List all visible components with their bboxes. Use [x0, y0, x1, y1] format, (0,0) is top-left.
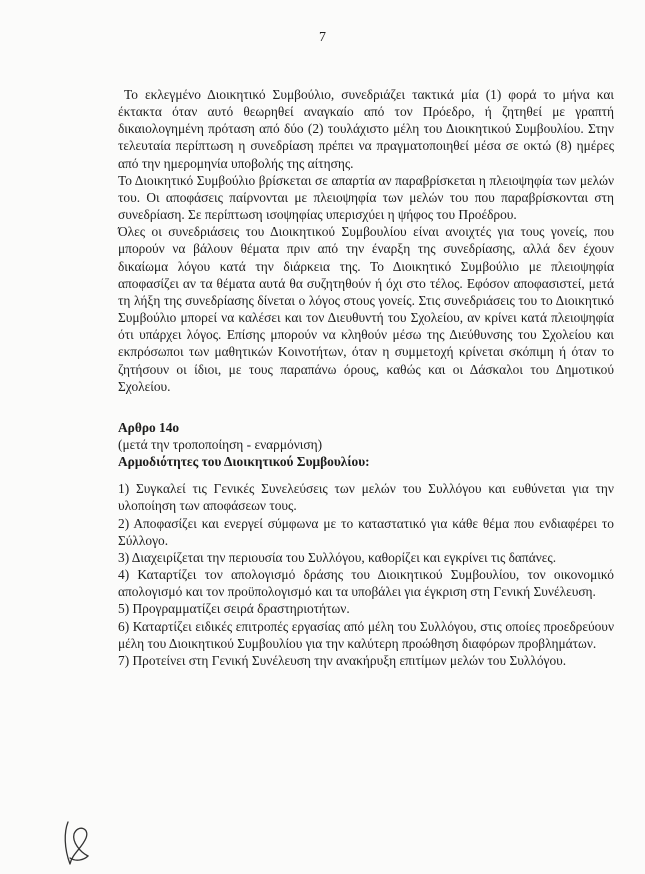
list-item: 3) Διαχειρίζεται την περιουσία του Συλλόγου, καθορίζει και εγκρίνει τις δαπάνες. — [118, 549, 557, 565]
paragraph-quorum: Το Διοικητικό Συμβούλιο βρίσκεται σε απαρτία αν παραβρίσκεται η πλειοψηφία των μελών του. Οι αποφάσεις παίρνονται με πλειοψηφία των μελών του που παραβρίσκονται στη συνεδρίαση. Σε περίπτωση ισοψηφίας υπερισχύει η ψήφος του Προέδρου. — [118, 172, 614, 223]
margin-note — [0, 40, 9, 89]
list-item: 1) Συγκαλεί τις Γενικές Συνελεύσεις των μελών του Συλλόγου και ευθύνεται για την υλοποίηση των αποφάσεων τους. — [118, 481, 614, 514]
list-item: 7) Προτείνει στη Γενική Συνέλευση την ανακήρυξη επιτίμων μελών του Συλλόγου. — [118, 652, 567, 668]
list-item: 2) Αποφασίζει και ενεργεί σύμφωνα με το καταστατικό για κάθε θέμα που ενδιαφέρει το Σύλλογο. — [118, 515, 614, 548]
article-subtitle: Αρμοδιότητες του Διοικητικού Συμβουλίου: — [118, 454, 370, 470]
paragraph-board-meetings: Το εκλεγμένο Διοικητικό Συμβούλιο, συνεδριάζει τακτικά μία (1) φορά το μήνα και έκτακτα όταν αυτό θεωρηθεί αναγκαίο από τον Πρόεδρο, ή ζητηθεί με γραπτή δικαιολογημένη πρόταση από δύο (2) τουλάχιστο μέλη του Διοικητικού Συμβουλίου. Στην τελευταία περίπτωση η συνεδρίαση πρέπει να πραγματοποιηθεί μέσα σε οκτώ (8) ημέρες από την ημερομηνία υποβολής της αίτησης. — [118, 87, 614, 171]
list-item: 5) Προγραμματίζει σειρά δραστηριοτήτων. — [118, 601, 350, 617]
document-body — [118, 86, 614, 669]
page-number: 7 — [319, 30, 326, 45]
handwritten-signature — [60, 818, 94, 870]
article-note: (μετά την τροποποίηση - εναρμόνιση) — [118, 436, 323, 452]
paragraph-open-meetings: Όλες οι συνεδριάσεις του Διοικητικού Συμβουλίου είναι ανοιχτές για τους γονείς, που μπορούν να βάλουν θέματα πριν από την έναρξη της συνεδρίασης, αλλά δεν έχουν δικαίωμα λόγου κατά την διάρκεια της. Το Διοικητικό Συμβούλιο με πλειοψηφία αποφασίζει αν τα θέματα αυτά θα συζητηθούν ή όχι στο τέλος. Εφόσον αποφασιστεί, μετά τη λήξη της συνεδρίασης δίνεται ο λόγος στους γονείς. Στις συνεδριάσεις του το Διοικητικό Συμβούλιο μπορεί να καλέσει και τον Διευθυντή του Σχολείου, αν κρίνει κατά πλειοψηφία ότι υπάρχει λόγος. Επίσης μπορούν να κληθούν μέσω της Διεύθυνσης του Σχολείου και εκπρόσωποι των μαθητικών Κοινοτήτων, όταν η συμμετοχή κρίνεται σκόπιμη ή όταν το ζητήσουν οι ίδιοι, με τους παραπάνω όρους, καθώς και οι Δάσκαλοι του Δημοτικού Σχολείου. — [118, 224, 614, 394]
list-item: 6) Καταρτίζει ειδικές επιτροπές εργασίας από μέλη του Συλλόγου, στις οποίες προεδρεύουν μέλη του Διοικητικού Συμβουλίου για την καλύτερη προώθηση διαφόρων προβλημάτων. — [118, 618, 614, 651]
article-title: Αρθρο 14ο — [118, 419, 180, 435]
list-item: 4) Καταρτίζει τον απολογισμό δράσης του Διοικητικού Συμβουλίου, τον οικονομικό απολογισμό και τον προϋπολογισμό και τα υποβάλει για έγκριση στη Γενική Συνέλευση. — [118, 567, 614, 600]
